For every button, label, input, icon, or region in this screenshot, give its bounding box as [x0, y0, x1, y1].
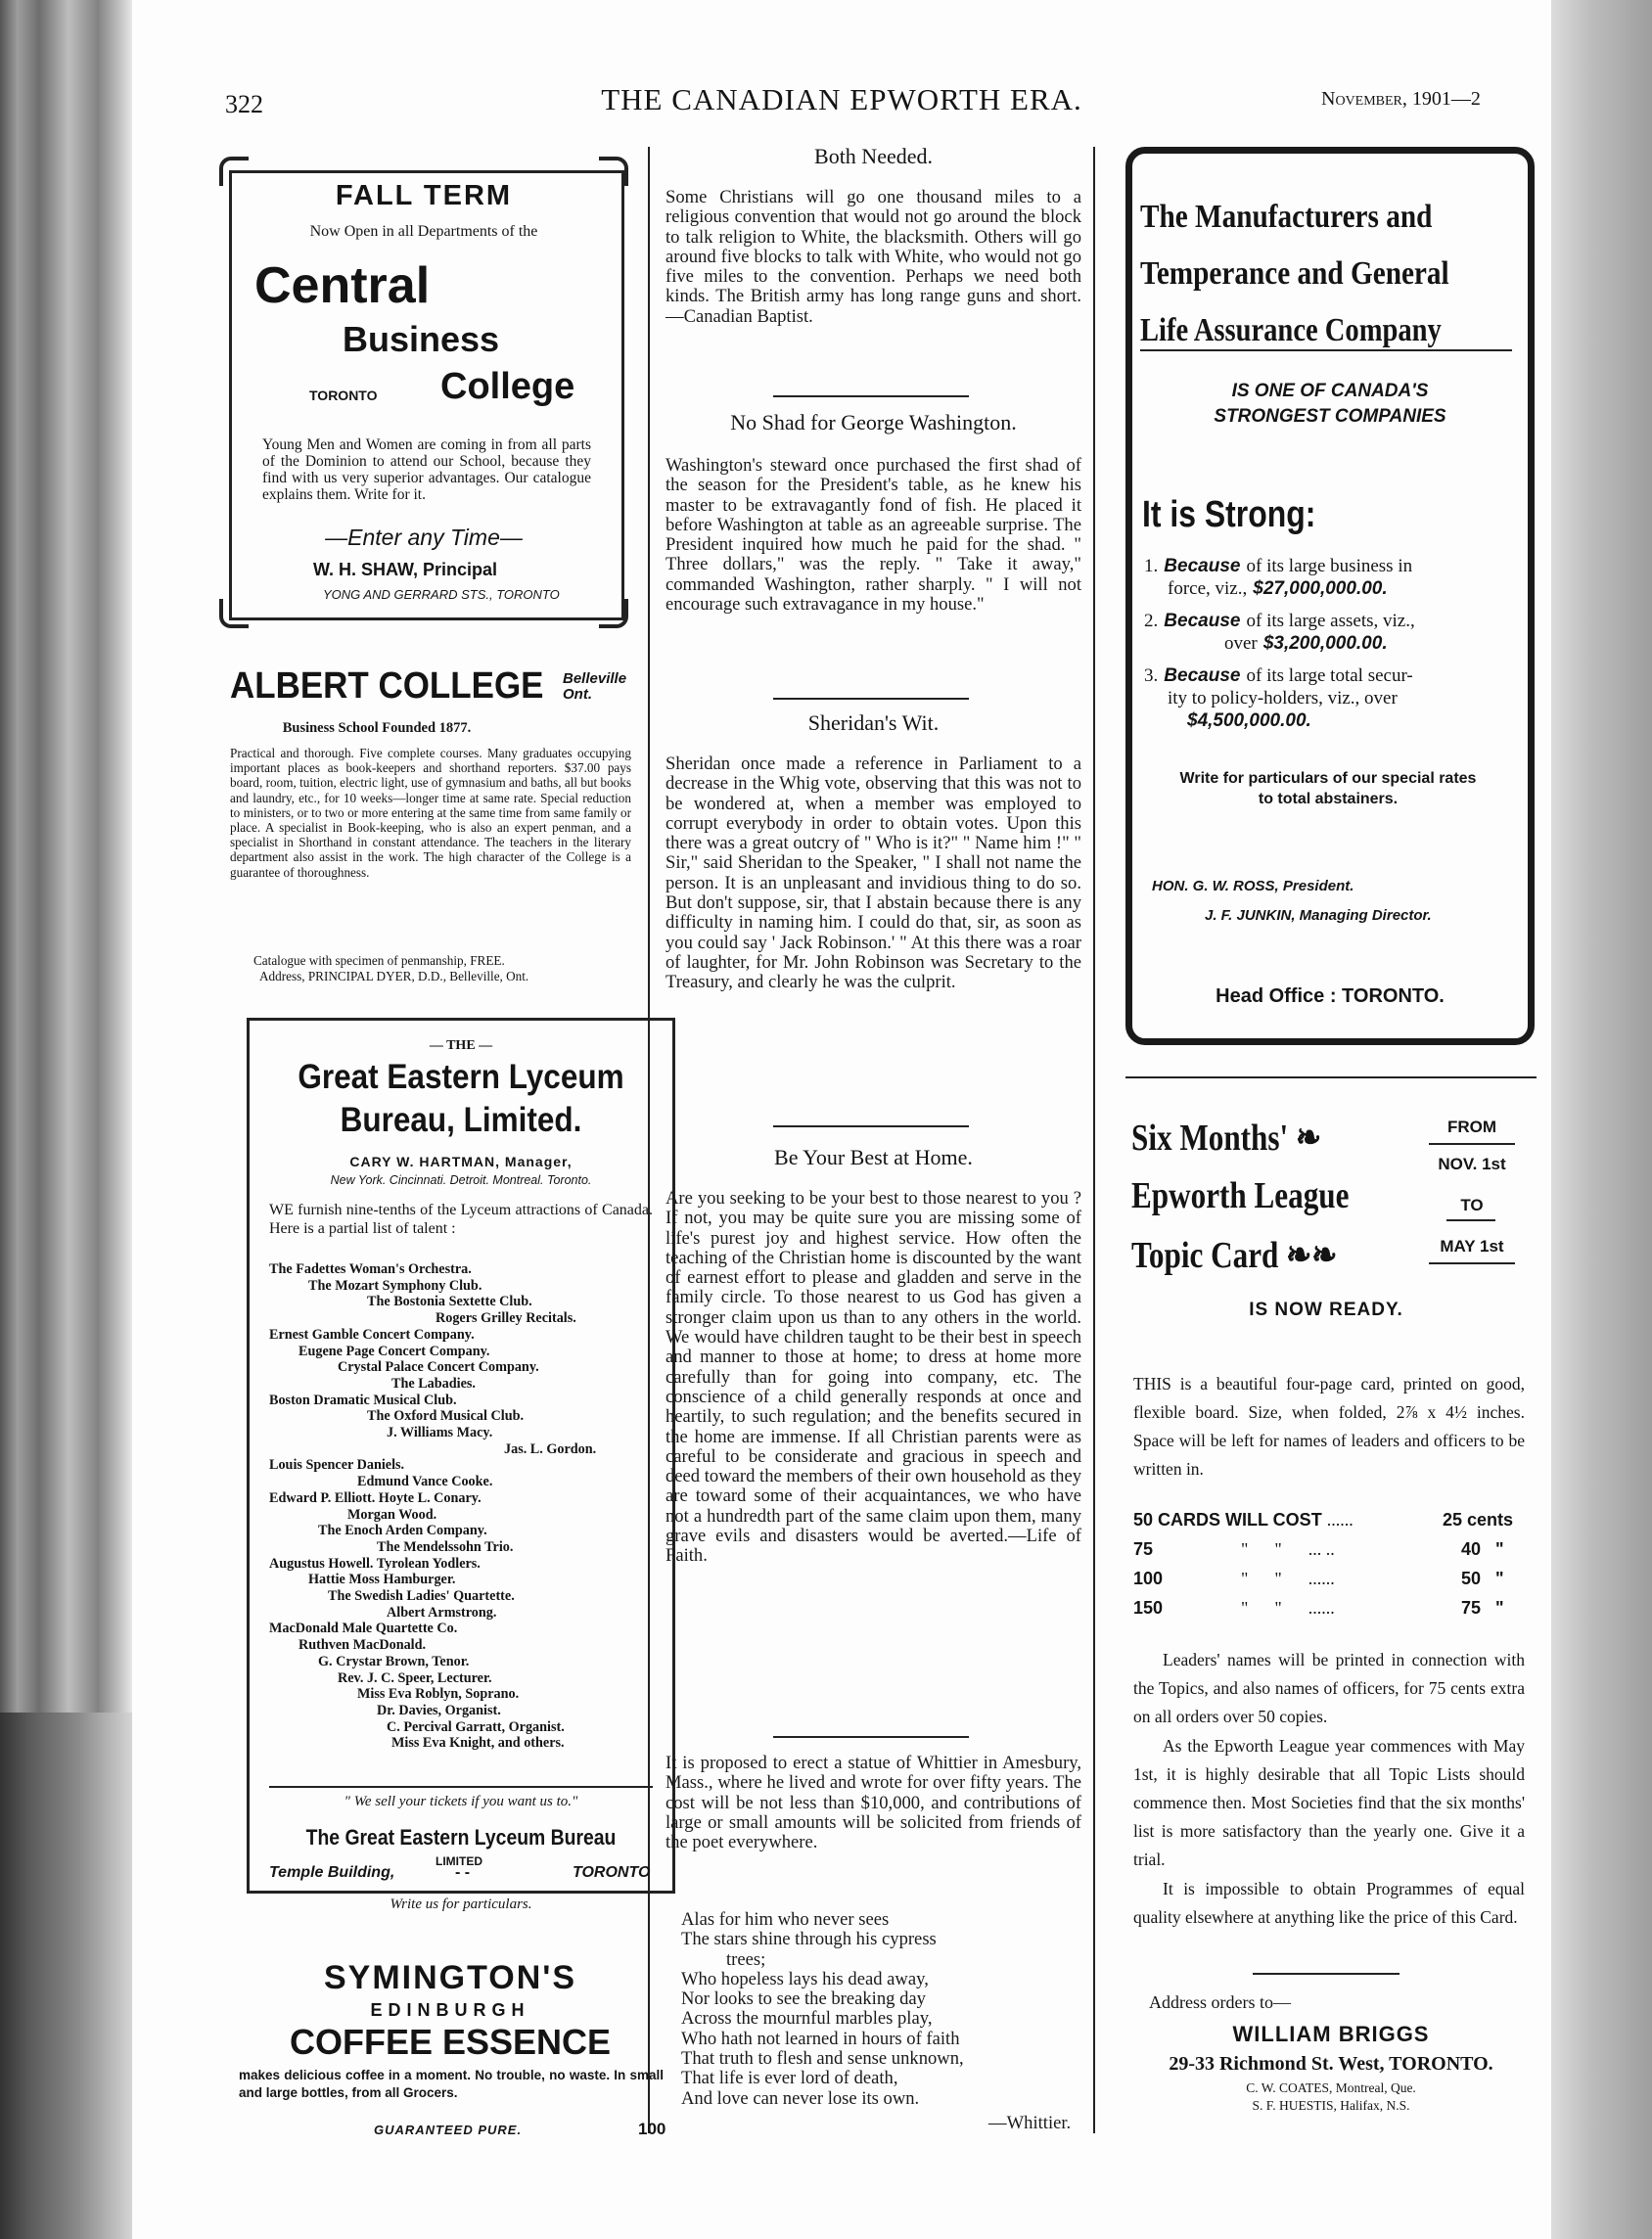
- talent-item: The Mozart Symphony Club.: [308, 1277, 482, 1294]
- central-word: Central: [254, 257, 431, 314]
- price-row: [1133, 1564, 1525, 1593]
- talent-item: The Bostonia Sextette Club.: [367, 1294, 532, 1310]
- whittier-body: It is proposed to erect a statue of Whittier in Amesbury, Mass., where he lived and wrote for over fifty years. The cost will be not less than $10,000, and contributions of large or small amounts will be solicited from friends of the poet everywhere.: [665, 1753, 1081, 1853]
- topic-line-2: Epworth League: [1131, 1175, 1350, 1216]
- price-qty: 100: [1133, 1569, 1164, 1588]
- albert-subtitle: Business School Founded 1877.: [282, 720, 472, 736]
- price-value: 75 ": [1461, 1598, 1504, 1618]
- topic-line-3: [1131, 1233, 1337, 1277]
- page-title: THE CANADIAN EPWORTH ERA.: [601, 82, 1082, 116]
- lyceum-dash: - -: [455, 1864, 471, 1881]
- home-body: Are you seeking to be your best to those nearest to you ? If not, you may be quite sure you are missing some of life's purest joy and highest service. How often the teaching of the Christian home is discounted by the want of earnest effort to please and gladden and serve in the family circle. To those nearest to us God has given a stronger claim upon us than to any others in the world. We would have children taught to be their best in speech and manner to those at home; to dress at home more carefully than for going into company, etc. The conscience of a child generally responds at once and heartily, to such regulation; and the benefits secured in the home are immense. If all Christian parents were as careful to be considerate and gracious in speech and deed toward the members of their own household as they are toward some of their acquaintances, we who have not a hundredth part of the same claim upon them, many grave evils and disasters would be averted.—Life of Faith.: [665, 1188, 1081, 1567]
- talent-item: Rev. J. C. Speer, Lecturer.: [338, 1669, 492, 1686]
- talent-item: Edmund Vance Cooke.: [357, 1474, 493, 1490]
- symington-number: 100: [638, 2120, 666, 2138]
- poem-line: Nor looks to see the breaking day: [681, 1988, 926, 2010]
- separator: [773, 1125, 969, 1127]
- reason-text: of its large business in: [1246, 556, 1413, 576]
- talent-item: Dr. Davies, Organist.: [377, 1702, 501, 1718]
- symington-body: makes delicious coffee in a moment. No trouble, no waste. In small and large bottles, from all Grocers.: [239, 2068, 664, 2100]
- topic-epworth: As the Epworth League year commences with May 1st, it is highly desirable that all Topic Lists should commence then. Most Societies find that the six months' list is more satisfactory than the yearly one. Give it a trial.: [1133, 1736, 1525, 1869]
- talent-item: Miss Eva Knight, and others.: [391, 1735, 565, 1752]
- price-value: 40 ": [1461, 1539, 1504, 1559]
- topic-line-1: [1131, 1116, 1321, 1160]
- price-dots: " " ......: [1241, 1569, 1335, 1588]
- college-word: College: [440, 366, 575, 407]
- manufacturers-line-1: The Manufacturers and: [1140, 199, 1433, 235]
- lyceum-title-1: Great Eastern Lyceum: [298, 1058, 624, 1096]
- central-body: Young Men and Women are coming in from all parts of the Dominion to attend our School, because they find with us very superior advantages. Our catalogue explains them. Write for it.: [262, 436, 591, 503]
- reason-text: of its large assets, viz.,: [1246, 611, 1415, 631]
- topic-card-ad: [1125, 1106, 1537, 2114]
- fall-term: FALL TERM: [335, 180, 513, 211]
- albert-body: Practical and thorough. Five complete courses. Many graduates occupying important places as book-keepers and shorthand reporters. $37.00 pays board, room, tuition, electric light, use of gymnasium and baths, all but books and laundry, etc., for 10 weeks—longer time at same rate. Special reduction to ministers, or to two or more entering at the same time from same family or place. A specialist in Book-keeping, who is also an expert penman, and a specialist in Shorthand in constant attendance. The teachers in the literary department also assist in the work. The high character of the College is a guarantee of thoroughness.: [230, 746, 631, 880]
- price-dots: ......: [1326, 1510, 1354, 1530]
- price-dots: " " ......: [1241, 1598, 1335, 1618]
- lyceum-footer-title: The Great Eastern Lyceum Bureau: [305, 1825, 617, 1850]
- symington-city: EDINBURGH: [370, 2000, 530, 2020]
- reason-amount: $3,200,000.00.: [1262, 633, 1388, 654]
- home-title: Be Your Best at Home.: [774, 1145, 973, 1169]
- topic-line-3-text: Topic Card: [1131, 1235, 1279, 1276]
- poem-line: Across the mournful marbles play,: [681, 2008, 933, 2030]
- talent-item: J. Williams Macy.: [387, 1425, 493, 1441]
- talent-item: The Mendelssohn Trio.: [377, 1538, 514, 1555]
- central-address: YONG AND GERRARD STS., TORONTO: [323, 587, 560, 602]
- talent-item: Morgan Wood.: [347, 1506, 437, 1523]
- reason-number: 1.: [1144, 556, 1159, 576]
- albert-city: Belleville Ont.: [563, 670, 627, 703]
- manufacturers-ad: [1125, 147, 1535, 1045]
- reason-number: 2.: [1144, 611, 1159, 631]
- business-word: Business: [343, 319, 500, 359]
- price-qty: 150: [1133, 1598, 1164, 1618]
- talent-item: Crystal Palace Concert Company.: [338, 1359, 539, 1376]
- talent-item: C. Percival Garratt, Organist.: [387, 1718, 565, 1735]
- talent-item: Augustus Howell. Tyrolean Yodlers.: [269, 1555, 481, 1572]
- talent-item: MacDonald Male Quartette Co.: [269, 1621, 458, 1637]
- enter-any-time: —Enter any Time—: [325, 525, 523, 550]
- shad-body: Washington's steward once purchased the first shad of the season for the President's table, as he knew his master to be extravagantly fond of fish. He placed it before Washington at table as an agreeable surprise. The President inquired how much he paid for the shad. " Three dollars," was the reply. " Take it away," commanded Washington, rather sharply. " I will not encourage such extravagance in my house.": [665, 455, 1081, 616]
- separator: [773, 1736, 969, 1738]
- talent-item: Rogers Grilley Recitals.: [436, 1310, 576, 1327]
- symington-ad: [235, 1955, 666, 2138]
- talent-item: The Labadies.: [391, 1375, 476, 1392]
- lyceum-toronto: TORONTO: [573, 1864, 651, 1881]
- binding-shadow: [0, 1713, 132, 2239]
- talent-item: Louis Spencer Daniels.: [269, 1457, 405, 1474]
- reason-text: ity to policy-holders, viz., over: [1168, 688, 1398, 708]
- price-value: 50 ": [1461, 1569, 1504, 1588]
- topic-line-1-text: Six Months': [1131, 1118, 1289, 1159]
- talent-item: The Enoch Arden Company.: [318, 1523, 487, 1539]
- poem-line: trees;: [726, 1948, 766, 1970]
- manufacturers-write: Write for particulars of our special rates to total abstainers.: [1179, 770, 1477, 807]
- lyceum-intro: WE furnish nine-tenths of the Lyceum attractions of Canada. Here is a partial list of talent :: [269, 1202, 653, 1237]
- lyceum-tickets: " We sell your tickets if you want us to.": [344, 1794, 578, 1809]
- topic-from: FROM: [1446, 1118, 1497, 1136]
- page-edge: [1551, 0, 1652, 2239]
- poem-line: Who hath not learned in hours of faith: [681, 2028, 960, 2049]
- poem-line: That truth to flesh and sense unknown,: [681, 2048, 964, 2070]
- whittier-poem: [681, 1910, 1082, 2109]
- symington-title: SYMINGTON'S: [323, 1959, 577, 1996]
- reason-2: [1144, 610, 1526, 655]
- topic-may: MAY 1st: [1440, 1237, 1504, 1256]
- talent-item: The Oxford Musical Club.: [367, 1408, 525, 1425]
- talent-item: The Swedish Ladies' Quartette.: [328, 1588, 515, 1605]
- manufacturers-director: J. F. JUNKIN, Managing Director.: [1205, 907, 1432, 924]
- talent-item: Hattie Moss Hamburger.: [308, 1572, 456, 1588]
- price-dots: " " ... ..: [1241, 1539, 1335, 1559]
- separator: [773, 395, 969, 397]
- topic-richmond: 29-33 Richmond St. West, TORONTO.: [1169, 2053, 1493, 2075]
- lyceum-ad: [247, 1018, 675, 1894]
- reason-3: [1144, 664, 1526, 732]
- reason-text: of its large total secur-: [1246, 665, 1413, 686]
- talent-item: Ernest Gamble Concert Company.: [269, 1326, 475, 1343]
- central-business-college-ad: [219, 157, 628, 628]
- poem-line: Alas for him who never sees: [681, 1909, 890, 1930]
- price-value: 25 cents: [1443, 1510, 1514, 1530]
- reason-because: Because: [1164, 556, 1241, 576]
- reason-amount: $4,500,000.00.: [1187, 710, 1311, 731]
- manufacturers-tag-2: STRONGEST COMPANIES: [1214, 406, 1446, 427]
- symington-guaranteed: GUARANTEED PURE.: [374, 2123, 523, 2137]
- page-date: November, 1901—2: [1321, 88, 1481, 110]
- talent-item: Eugene Page Concert Company.: [298, 1343, 490, 1359]
- reason-amount: $27,000,000.00.: [1253, 578, 1388, 599]
- symington-product: COFFEE ESSENCE: [289, 2022, 612, 2062]
- manufacturers-head-office: Head Office : TORONTO.: [1216, 985, 1445, 1007]
- separator: [773, 698, 969, 700]
- both-needed-title: Both Needed.: [814, 144, 933, 168]
- sheridan-body: Sheridan once made a reference in Parliament to a decrease in the Whig vote, observing that this was not to be wondered at, when a member was employed to corrupt everybody in order to obtain votes. Upon this there was a great outcry of " Who is it?" " Name him !" " Sir," said Sheridan to the Speaker, " I shall not name the person. It is an unpleasant and invidious thing to do so. But don't suppose, sir, that I abstain because there is any difficulty in naming him. I could do that, sir, as soon as you could say ' Jack Robinson.' " At this there was a roar of laughter, for Mr. John Robinson was Secretary to the Treasury, and clearly he was the culprit.: [665, 754, 1081, 993]
- topic-briggs: WILLIAM BRIGGS: [1232, 2022, 1430, 2046]
- manufacturers-president: HON. G. W. ROSS, President.: [1152, 878, 1354, 894]
- poem-line: Who hopeless lays his dead away,: [681, 1968, 929, 1989]
- manufacturers-line-3: Life Assurance Company: [1140, 312, 1442, 348]
- reason-text: force, viz.,: [1168, 578, 1248, 599]
- talent-item: Miss Eva Roblyn, Soprano.: [357, 1686, 520, 1703]
- reason-1: [1144, 555, 1526, 600]
- price-qty: 50 CARDS WILL COST: [1133, 1510, 1322, 1530]
- poem-line: And love can never lose its own.: [681, 2087, 920, 2109]
- topic-nov: NOV. 1st: [1438, 1155, 1506, 1173]
- talent-list: [269, 1261, 651, 1752]
- leaf-ornament-icon: ❧: [1295, 1118, 1322, 1159]
- poem-line: That life is ever lord of death,: [681, 2068, 898, 2089]
- talent-item: G. Crystar Brown, Tenor.: [318, 1653, 470, 1669]
- topic-impossible: It is impossible to obtain Programmes of equal quality elsewhere at anything like the price of this Card.: [1133, 1879, 1525, 1927]
- reason-number: 3.: [1144, 665, 1159, 686]
- topic-coates: C. W. COATES, Montreal, Que.: [1246, 2080, 1416, 2095]
- albert-address: Address, PRINCIPAL DYER, D.D., Belleville, Ont.: [259, 969, 529, 983]
- topic-ready: IS NOW READY.: [1249, 1300, 1403, 1320]
- talent-item: Albert Armstrong.: [387, 1604, 497, 1621]
- topic-description: THIS is a beautiful four-page card, printed on good, flexible board. Size, when folded, 2⅞ x 4½ inches. Space will be left for names of leaders and officers to be written in.: [1133, 1374, 1525, 1479]
- leaf-ornament-icon: ❧❧: [1286, 1235, 1338, 1276]
- price-table: [1133, 1505, 1525, 1622]
- principal-line: W. H. SHAW, Principal: [312, 560, 498, 579]
- lyceum-write: Write us for particulars.: [390, 1896, 532, 1912]
- poem-line: The stars shine through his cypress: [681, 1929, 937, 1950]
- talent-item: Edward P. Elliott. Hoyte L. Conary.: [269, 1489, 482, 1506]
- toronto-label: TORONTO: [309, 388, 378, 403]
- talent-item: Jas. L. Gordon.: [504, 1440, 597, 1457]
- topic-leaders: Leaders' names will be printed in connection with the Topics, and also names of officers, for 75 cents extra on all orders over 50 copies.: [1133, 1650, 1525, 1726]
- lyceum-cities: New York. Cincinnati. Detroit. Montreal. Toronto.: [330, 1173, 592, 1187]
- lyceum-the: — THE —: [429, 1038, 493, 1053]
- lyceum-temple: Temple Building,: [269, 1864, 395, 1881]
- talent-item: Ruthven MacDonald.: [298, 1637, 427, 1654]
- topic-to: TO: [1460, 1196, 1484, 1214]
- topic-address-orders: Address orders to—: [1149, 1992, 1291, 2012]
- whittier-author: —Whittier.: [988, 2113, 1072, 2133]
- manufacturers-tag-1: IS ONE OF CANADA'S: [1231, 381, 1429, 401]
- column-rule-2: [1093, 147, 1095, 2133]
- reason-text: over: [1224, 633, 1258, 654]
- price-row: [1133, 1534, 1525, 1564]
- shad-title: No Shad for George Washington.: [730, 410, 1017, 434]
- sheridan-title: Sheridan's Wit.: [807, 710, 940, 735]
- price-row: [1133, 1505, 1525, 1534]
- topic-huestis: S. F. HUESTIS, Halifax, N.S.: [1252, 2098, 1410, 2113]
- page-number: 322: [225, 90, 263, 118]
- lyceum-manager: CARY W. HARTMAN, Manager,: [349, 1154, 573, 1169]
- albert-title: ALBERT COLLEGE: [230, 665, 544, 707]
- reason-because: Because: [1164, 665, 1241, 686]
- separator: [1125, 1076, 1537, 1078]
- manufacturers-line-2: Temperance and General: [1140, 255, 1449, 292]
- open-departments: Now Open in all Departments of the: [309, 223, 538, 240]
- both-needed-body: Some Christians will go one thousand miles to a religious convention that would not go around the block to talk religion to White, the blacksmith. Others will go around five blocks to talk with White, who would not go five miles to the convention. Perhaps we need both kinds. The British army has long range guns and short.—Canadian Baptist.: [665, 187, 1081, 327]
- price-qty: 75: [1133, 1539, 1154, 1559]
- talent-item: Boston Dramatic Musical Club.: [269, 1392, 457, 1408]
- talent-item: The Fadettes Woman's Orchestra.: [269, 1261, 472, 1277]
- reason-because: Because: [1164, 611, 1241, 631]
- lyceum-title-2: Bureau, Limited.: [340, 1101, 582, 1139]
- price-row: [1133, 1593, 1525, 1622]
- it-is-strong: It is Strong:: [1142, 494, 1316, 535]
- albert-catalogue: Catalogue with specimen of penmanship, FREE.: [253, 953, 505, 968]
- lyceum-limited: LIMITED: [436, 1854, 482, 1868]
